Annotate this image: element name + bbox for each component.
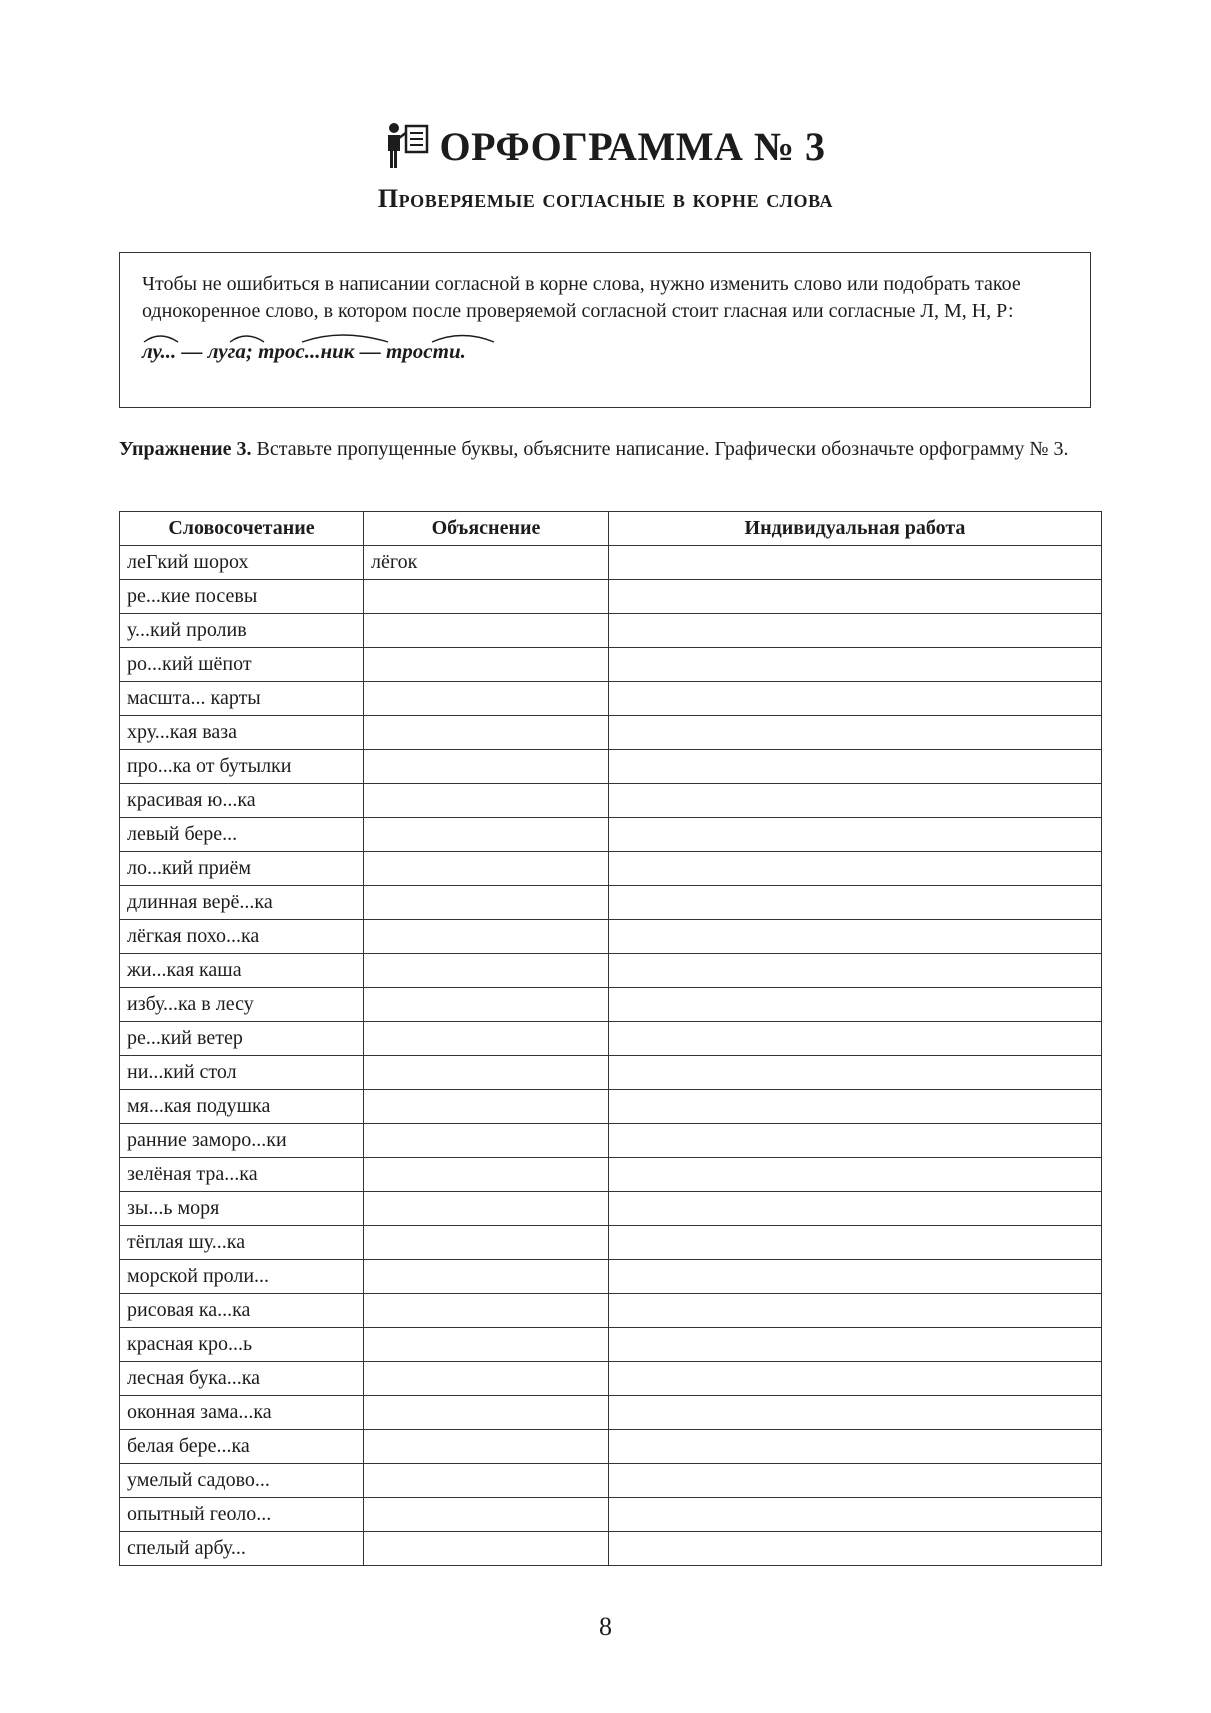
individual-work-cell[interactable] — [609, 886, 1102, 920]
table-row — [120, 1022, 1102, 1056]
table-row — [120, 1430, 1102, 1464]
example-row — [120, 546, 1102, 580]
teacher-board-icon — [385, 122, 429, 170]
table-row — [120, 580, 1102, 614]
phrase-cell: рисовая ка...ка — [120, 1294, 364, 1328]
individual-work-cell[interactable] — [609, 1090, 1102, 1124]
explanation-cell[interactable] — [364, 682, 609, 716]
header-individual-work: Индивидуальная работа — [609, 512, 1102, 546]
explanation-cell[interactable] — [364, 954, 609, 988]
example-phrase-cell — [120, 546, 364, 580]
table-row — [120, 1192, 1102, 1226]
phrase-cell: зелёная тра...ка — [120, 1158, 364, 1192]
table-row — [120, 1294, 1102, 1328]
table-row — [120, 1396, 1102, 1430]
explanation-cell[interactable] — [364, 1498, 609, 1532]
table-row — [120, 1226, 1102, 1260]
individual-work-cell[interactable] — [609, 750, 1102, 784]
individual-work-cell[interactable] — [609, 1362, 1102, 1396]
individual-work-cell[interactable] — [609, 682, 1102, 716]
explanation-cell[interactable] — [364, 886, 609, 920]
phrase-cell: тёплая шу...ка — [120, 1226, 364, 1260]
phrase-cell: лёгкая похо...ка — [120, 920, 364, 954]
table-row — [120, 1124, 1102, 1158]
table-row — [120, 1056, 1102, 1090]
subtitle: Проверяемые согласные в корне слова — [377, 184, 834, 213]
phrase-cell: избу...ка в лесу — [120, 988, 364, 1022]
table-row — [120, 716, 1102, 750]
explanation-cell[interactable] — [364, 988, 609, 1022]
table-row — [120, 1158, 1102, 1192]
exercise-text: Вставьте пропущенные буквы, объясните написание. Графически обозначьте орфограмму № 3. — [256, 438, 1069, 460]
individual-work-cell[interactable] — [609, 1192, 1102, 1226]
individual-work-cell[interactable] — [609, 852, 1102, 886]
phrase-cell: ло...кий приём — [120, 852, 364, 886]
table-row — [120, 852, 1102, 886]
table-row — [120, 750, 1102, 784]
explanation-cell[interactable] — [364, 1430, 609, 1464]
table-row — [120, 1362, 1102, 1396]
explanation-cell[interactable] — [364, 716, 609, 750]
phrase-cell: жи...кая каша — [120, 954, 364, 988]
phrase-cell: красная кро...ь — [120, 1328, 364, 1362]
explanation-cell[interactable] — [364, 1532, 609, 1566]
phrase-cell: про...ка от бутылки — [120, 750, 364, 784]
exercise-table — [119, 511, 1102, 1566]
table-row — [120, 1498, 1102, 1532]
title-text: ОРФОГРАММА № 3 — [439, 123, 826, 169]
phrase-cell: у...кий пролив — [120, 614, 364, 648]
explanation-cell[interactable] — [364, 1260, 609, 1294]
individual-work-cell[interactable] — [609, 1294, 1102, 1328]
phrase-cell: опытный геоло... — [120, 1498, 364, 1532]
individual-work-cell[interactable] — [609, 818, 1102, 852]
explanation-cell[interactable] — [364, 1022, 609, 1056]
individual-work-cell[interactable] — [609, 988, 1102, 1022]
individual-work-cell[interactable] — [609, 716, 1102, 750]
individual-work-cell[interactable] — [609, 648, 1102, 682]
explanation-cell[interactable] — [364, 1396, 609, 1430]
rule-box — [119, 252, 1091, 408]
individual-work-cell[interactable] — [609, 1396, 1102, 1430]
table-row — [120, 614, 1102, 648]
explanation-cell[interactable] — [364, 1192, 609, 1226]
individual-work-cell[interactable] — [609, 580, 1102, 614]
explanation-cell[interactable] — [364, 1362, 609, 1396]
table-row — [120, 1464, 1102, 1498]
phrase-cell: масшта... карты — [120, 682, 364, 716]
explanation-cell[interactable] — [364, 1226, 609, 1260]
individual-work-cell[interactable] — [609, 954, 1102, 988]
phrase-cell: оконная зама...ка — [120, 1396, 364, 1430]
phrase-cell: левый бере... — [120, 818, 364, 852]
rule-example — [142, 338, 1068, 368]
phrase-cell: умелый садово... — [120, 1464, 364, 1498]
explanation-cell[interactable] — [364, 1090, 609, 1124]
explanation-cell[interactable] — [364, 852, 609, 886]
individual-work-cell[interactable] — [609, 1498, 1102, 1532]
table-row — [120, 1260, 1102, 1294]
phrase-cell: ро...кий шёпот — [120, 648, 364, 682]
table-row — [120, 648, 1102, 682]
phrase-cell: ре...кий ветер — [120, 1022, 364, 1056]
example-phrase: леГкий шорох — [127, 551, 249, 573]
page-title — [0, 118, 1211, 174]
explanation-cell[interactable] — [364, 750, 609, 784]
individual-work-cell[interactable] — [609, 784, 1102, 818]
explanation-cell[interactable] — [364, 648, 609, 682]
table-header-row — [120, 512, 1102, 546]
page-number: 8 — [599, 1612, 612, 1641]
phrase-cell: красивая ю...ка — [120, 784, 364, 818]
individual-work-cell[interactable] — [609, 1226, 1102, 1260]
explanation-cell[interactable] — [364, 1124, 609, 1158]
table-row — [120, 818, 1102, 852]
explanation-cell[interactable] — [364, 784, 609, 818]
phrase-cell: длинная верё...ка — [120, 886, 364, 920]
individual-work-cell[interactable] — [609, 1158, 1102, 1192]
individual-work-cell[interactable] — [609, 614, 1102, 648]
example-explanation: лёгок — [371, 551, 418, 573]
header-phrase: Словосочетание — [120, 512, 364, 546]
individual-work-cell[interactable] — [609, 1260, 1102, 1294]
table-row — [120, 954, 1102, 988]
example-work-cell[interactable] — [609, 546, 1102, 580]
exercise-instruction — [119, 436, 1099, 462]
table-row — [120, 886, 1102, 920]
explanation-cell[interactable] — [364, 1328, 609, 1362]
phrase-cell: мя...кая подушка — [120, 1090, 364, 1124]
exercise-label: Упражнение 3. — [119, 438, 252, 460]
individual-work-cell[interactable] — [609, 1532, 1102, 1566]
rule-example-text: лу... — луга; трос...ник — трости. — [142, 339, 466, 363]
phrase-cell: белая бере...ка — [120, 1430, 364, 1464]
individual-work-cell[interactable] — [609, 1022, 1102, 1056]
table-row — [120, 682, 1102, 716]
explanation-cell[interactable] — [364, 818, 609, 852]
header-explanation: Объяснение — [364, 512, 609, 546]
phrase-cell: морской проли... — [120, 1260, 364, 1294]
phrase-cell: ранние заморо...ки — [120, 1124, 364, 1158]
explanation-cell[interactable] — [364, 580, 609, 614]
individual-work-cell[interactable] — [609, 1124, 1102, 1158]
morpheme-arcs — [142, 330, 562, 344]
explanation-cell[interactable] — [364, 1294, 609, 1328]
table-row — [120, 1328, 1102, 1362]
individual-work-cell[interactable] — [609, 1430, 1102, 1464]
explanation-cell[interactable] — [364, 1056, 609, 1090]
explanation-cell[interactable] — [364, 920, 609, 954]
table-row — [120, 784, 1102, 818]
example-explanation-cell — [364, 546, 609, 580]
explanation-cell[interactable] — [364, 1158, 609, 1192]
phrase-cell: хру...кая ваза — [120, 716, 364, 750]
phrase-cell: лесная бука...ка — [120, 1362, 364, 1396]
table-row — [120, 920, 1102, 954]
table-row — [120, 988, 1102, 1022]
table-row — [120, 1532, 1102, 1566]
phrase-cell: ни...кий стол — [120, 1056, 364, 1090]
individual-work-cell[interactable] — [609, 920, 1102, 954]
explanation-cell[interactable] — [364, 614, 609, 648]
phrase-cell: спелый арбу... — [120, 1532, 364, 1566]
phrase-cell: зы...ь моря — [120, 1192, 364, 1226]
rule-text: Чтобы не ошибиться в написании согласной в корне слова, нужно изменить слово или подобрать такое однокоренное слово, в котором после проверяемой согласной стоит гласная или согласные Л, М, Н, Р: — [142, 273, 1021, 322]
table-row — [120, 1090, 1102, 1124]
individual-work-cell[interactable] — [609, 1328, 1102, 1362]
explanation-cell[interactable] — [364, 1464, 609, 1498]
phrase-cell: ре...кие посевы — [120, 580, 364, 614]
individual-work-cell[interactable] — [609, 1464, 1102, 1498]
individual-work-cell[interactable] — [609, 1056, 1102, 1090]
